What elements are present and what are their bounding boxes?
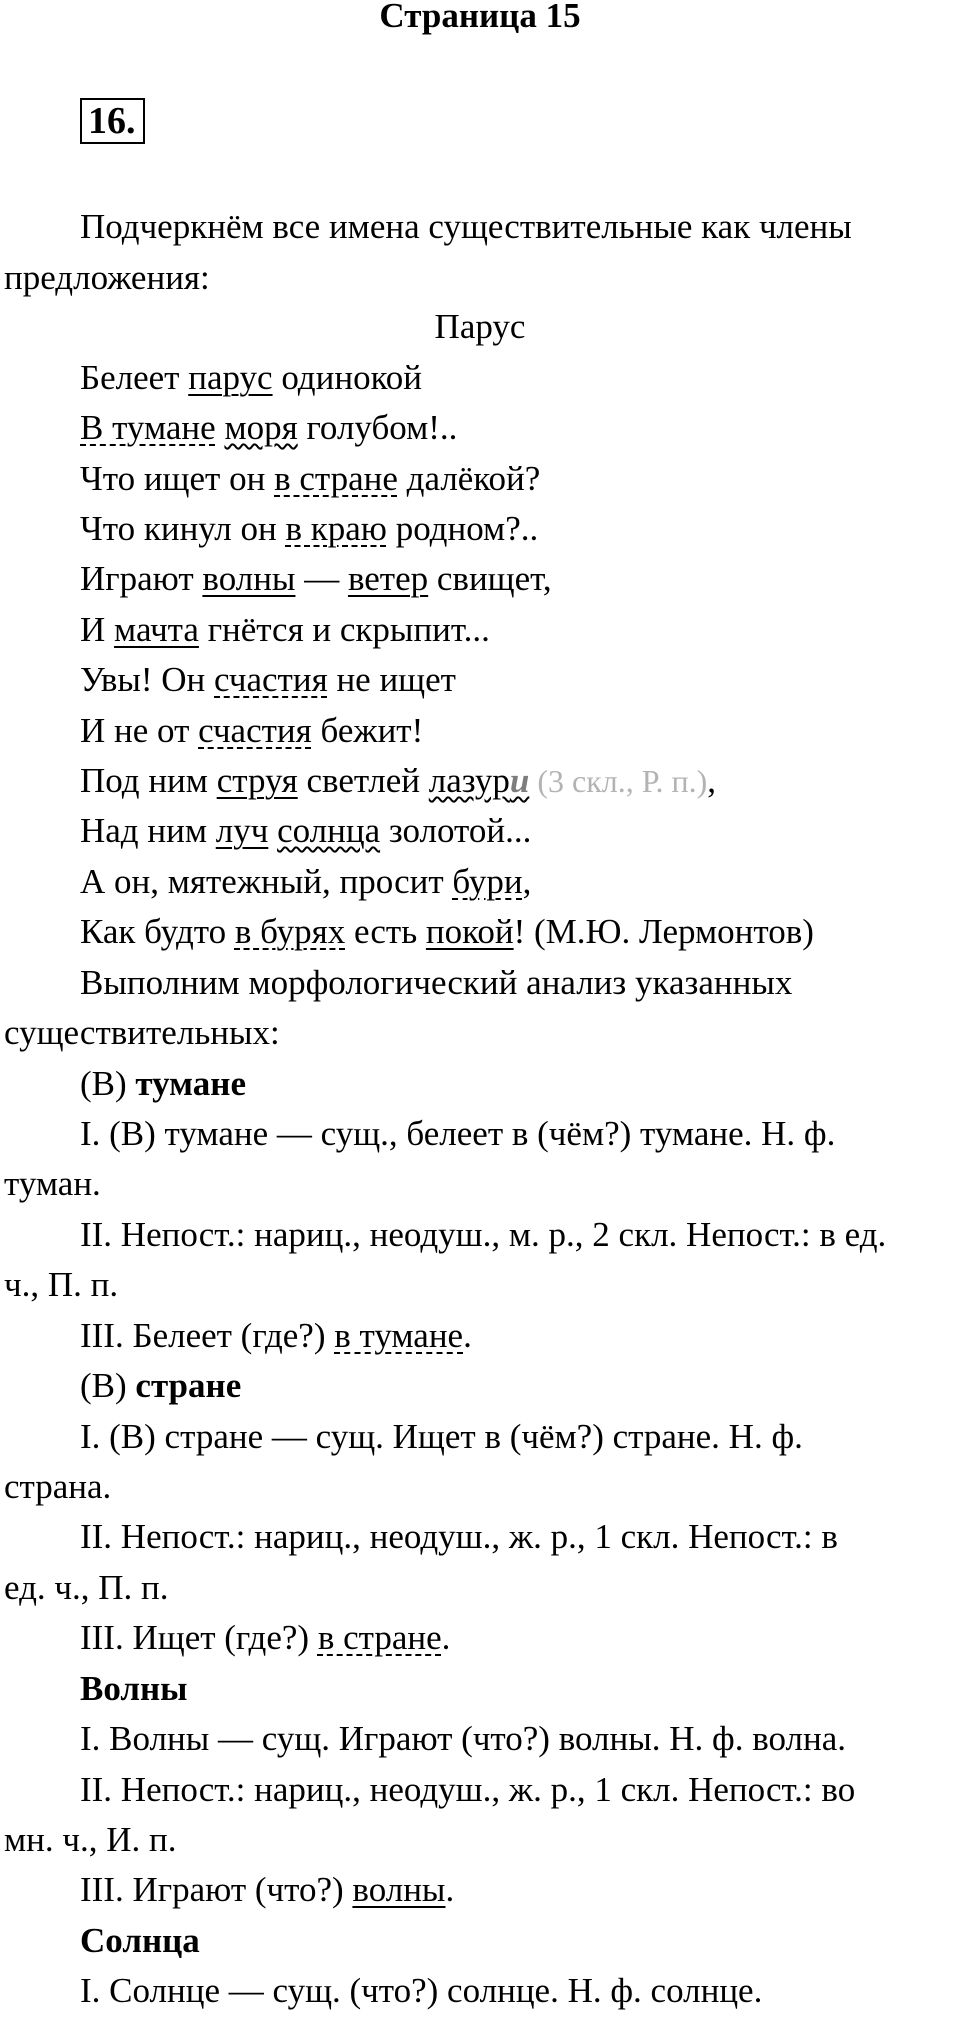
- analysis-line: ед. ч., П. п.: [4, 1568, 169, 1607]
- poem-line: И не от счастия бежит!: [80, 711, 424, 750]
- word-heading: Волны: [80, 1669, 188, 1708]
- subject-underline: мачта: [114, 610, 199, 649]
- subject-underline: покой: [425, 912, 514, 951]
- adverbial-underline: в бурях: [234, 912, 346, 951]
- adverbial-underline: В тумане: [80, 408, 216, 447]
- subject-underline: луч: [215, 811, 269, 850]
- poem-line: Что кинул он в краю родном?..: [80, 509, 539, 548]
- analysis-line: III. Ищет (где?) в стране.: [80, 1618, 451, 1657]
- poem-line: Что ищет он в стране далёкой?: [80, 459, 541, 498]
- adverbial-underline: в краю: [285, 509, 387, 548]
- poem-line: В тумане моря голубом!..: [80, 408, 458, 447]
- poem-title: Парус: [434, 307, 526, 346]
- analysis-line: ч., П. п.: [4, 1265, 119, 1304]
- intro-line: Подчеркнём все имена существительные как члены: [80, 207, 852, 246]
- analysis-line: III. Белеет (где?) в тумане.: [80, 1316, 472, 1355]
- poem-line: Играют волны — ветер свищет,: [80, 559, 552, 598]
- analysis-line: туман.: [4, 1164, 101, 1203]
- object-underline: бури: [452, 862, 523, 901]
- subject-underline: волны: [202, 559, 296, 598]
- subject-underline: струя: [216, 761, 298, 800]
- attribute-underline: моря: [224, 408, 298, 447]
- analysis-line: II. Непост.: нариц., неодуш., ж. р., 1 скл. Непост.: в: [80, 1517, 838, 1556]
- analysis-line: I. (В) тумане — сущ., белеет в (чём?) тумане. Н. ф.: [80, 1114, 836, 1153]
- analysis-line: III. Играют (что?) волны.: [80, 1870, 455, 1909]
- subject-underline: парус: [188, 358, 273, 397]
- attribute-underline: солнца: [277, 811, 381, 850]
- object-underline: счастия: [198, 711, 312, 750]
- poem-line: И мачта гнётся и скрыпит...: [80, 610, 490, 649]
- word-heading: Солнца: [80, 1921, 200, 1960]
- object-underline: счастия: [214, 660, 328, 699]
- poem-line: Белеет парус одинокой: [80, 358, 423, 397]
- word-heading: (В) тумане: [80, 1064, 246, 1103]
- attribute-underline: лазури: [428, 761, 530, 800]
- analysis-line: I. (В) стране — сущ. Ищет в (чём?) стране. Н. ф.: [80, 1417, 803, 1456]
- page-title: Страница 15: [379, 0, 581, 35]
- analysis-line: II. Непост.: нариц., неодуш., ж. р., 1 скл. Непост.: во: [80, 1770, 856, 1809]
- adverbial-underline: в тумане: [334, 1316, 464, 1355]
- word-ending: и: [509, 761, 530, 800]
- grammar-note: (3 скл., Р. п.): [529, 763, 708, 799]
- analysis-intro: Выполним морфологический анализ указанных: [80, 963, 793, 1002]
- poem-line: Под ним струя светлей лазури (3 скл., Р. п.),: [80, 761, 717, 800]
- subject-underline: волны: [352, 1870, 446, 1909]
- analysis-line: II. Непост.: нариц., неодуш., м. р., 2 скл. Непост.: в ед.: [80, 1215, 887, 1254]
- adverbial-underline: в стране: [274, 459, 398, 498]
- poem-line: А он, мятежный, просит бури,: [80, 862, 532, 901]
- adverbial-underline: в стране: [317, 1618, 442, 1657]
- intro-line: предложения:: [4, 258, 210, 297]
- analysis-intro: существительных:: [4, 1013, 280, 1052]
- task-number-box: 16.: [80, 98, 145, 144]
- poem-line: Увы! Он счастия не ищет: [80, 660, 456, 699]
- word-heading: (В) стране: [80, 1366, 242, 1405]
- analysis-line: I. Солнце — сущ. (что?) солнце. Н. ф. солнце.: [80, 1971, 763, 2010]
- analysis-line: мн. ч., И. п.: [4, 1820, 177, 1859]
- analysis-line: I. Волны — сущ. Играют (что?) волны. Н. ф. волна.: [80, 1719, 847, 1758]
- poem-line: Над ним луч солнца золотой...: [80, 811, 532, 850]
- analysis-line: страна.: [4, 1467, 112, 1506]
- poem-line: Как будто в бурях есть покой! (М.Ю. Лермонтов): [80, 912, 814, 951]
- subject-underline: ветер: [347, 559, 429, 598]
